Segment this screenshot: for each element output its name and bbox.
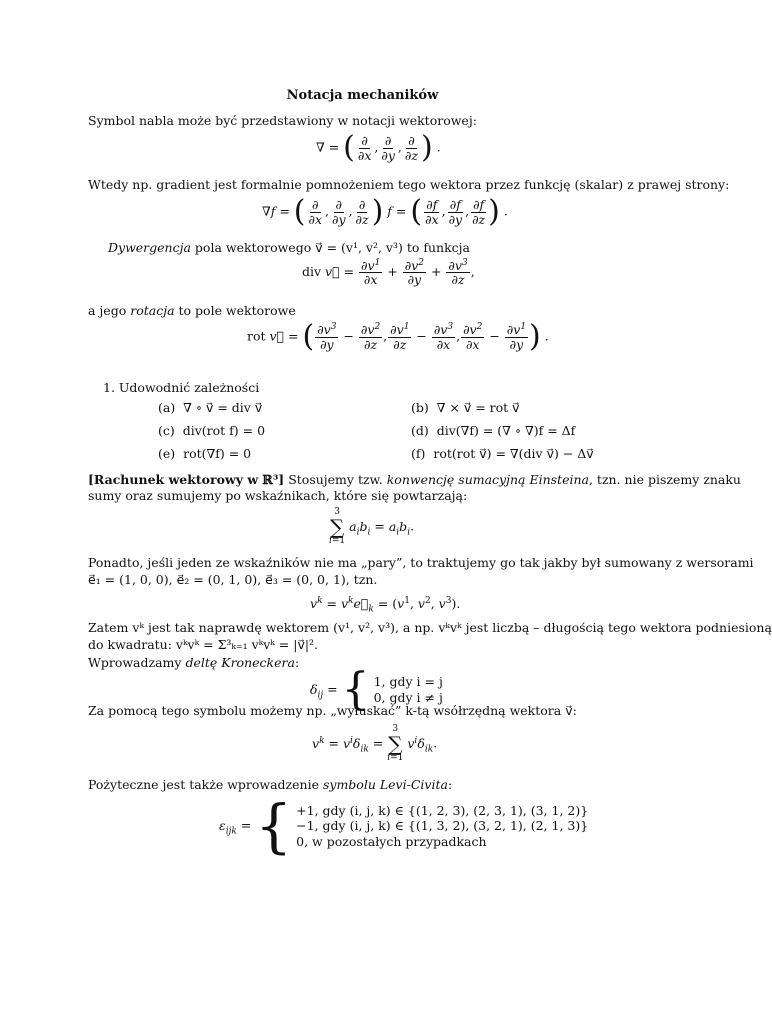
- item-f-label: (f): [411, 446, 426, 461]
- item-e-formula: rot(∇f) = 0: [183, 446, 252, 461]
- divergence-text: pola wektorowego v⃗ = (v¹, v², v³) to funkcja: [194, 240, 471, 255]
- equation-levi-civita: $\varepsilon_{ijk}$ = { +1, gdy (i, j, k) ∈ {(1, 2, 3), (2, 3, 1), (3, 1, 2)} −1, gdy (i, j, k) ∈ {(1, 3, 2), (3, 2, 1), (2, 1, 3)} 0, w pozostałych przypadkach: [219, 792, 589, 860]
- section-line-2: sumy oraz sumujemy po wskaźnikach, które się powtarzają:: [88, 488, 468, 503]
- item-e-label: (e): [158, 446, 176, 461]
- exercise-1-heading: 1. Udowodnić zależności: [103, 380, 260, 395]
- section-vector-calculus: [88, 472, 741, 488]
- paragraph-gradient: Wtedy np. gradient jest formalnie pomnożeniem tego wektora przez funkcję (skalar) z prawej strony:: [88, 177, 730, 192]
- item-c-label: (c): [158, 423, 175, 438]
- kronecker-case-2: 0, gdy i ≠ j: [373, 690, 443, 705]
- item-c: [158, 423, 265, 439]
- item-d: [411, 423, 575, 439]
- item-f-formula: rot(rot v⃗) = ∇(div v⃗) − Δv⃗: [433, 446, 594, 461]
- equation-extract: $v^k = v^i\delta_{ik}$ = 3 ∑ i=1 $v^i\delta_{ik}$.: [312, 724, 438, 763]
- section-text-2: , tzn. nie piszemy znaku: [588, 472, 741, 487]
- paragraph-kronecker: [88, 655, 299, 671]
- item-b: [411, 400, 520, 416]
- equation-kronecker: $\delta_{ij}$ = { 1, gdy i = j 0, gdy i ≠ j: [310, 664, 443, 715]
- divergence-term: Dywergencja: [108, 240, 191, 255]
- levi-term: symbolu Levi-Civita: [322, 777, 448, 792]
- item-f: [411, 446, 594, 462]
- rotation-term: rotacja: [130, 303, 175, 318]
- paragraph-rotation: [88, 303, 296, 319]
- item-b-label: (b): [411, 400, 429, 415]
- equation-gradient: ∇f = ( $\frac{\partial}{\partial x}$ , $\frac{\partial}{\partial y}$ , $\frac{\partial}{\partial z}$ ) f = ( $\frac{\partial f}{\partial x}$ , $\frac{\partial f}{\partial y}$ , $\frac{\partial f}{\partial z}$ ) .: [262, 194, 508, 229]
- paragraph-vector-length-2: do kwadratu: vᵏvᵏ = Σ³ₖ₌₁ vᵏvᵏ = |v⃗|².: [88, 637, 319, 652]
- paragraph-unpaired-index-1: Ponadto, jeśli jeden ze wskaźników nie ma „pary”, to traktujemy go tak jakby był sumowany z wersorami: [88, 555, 754, 570]
- levi-case-3: 0, w pozostałych przypadkach: [296, 833, 487, 849]
- equation-summation: 3 ∑ i=1 $a_ib_i = a_ib_i$.: [329, 507, 415, 546]
- section-heading: [Rachunek wektorowy w ℝ³]: [88, 472, 285, 487]
- item-b-formula: ∇ × v⃗ = rot v⃗: [436, 400, 520, 415]
- equation-rotation: rot v⃗ = ( $\frac{\partial v^3}{\partial y}$ − $\frac{\partial v^2}{\partial z}$ , $\frac{\partial v^1}{\partial z}$ − $\frac{\partial v^3}{\partial x}$ , $\frac{\partial v^2}{\partial x}$ − $\frac{\partial v^1}{\partial y}$ ) .: [247, 319, 549, 354]
- item-a-label: (a): [158, 400, 176, 415]
- levi-text-a: Pożyteczne jest także wprowadzenie: [88, 777, 319, 792]
- section-term: konwencję sumacyjną Einsteina: [386, 472, 589, 487]
- item-d-formula: div(∇f) = (∇ ∘ ∇)f = Δf: [436, 423, 576, 438]
- kronecker-term: deltę Kroneckera: [185, 655, 295, 670]
- paragraph-unpaired-index-2: e⃗₁ = (1, 0, 0), e⃗₂ = (0, 1, 0), e⃗₃ = (0, 0, 1), tzn.: [88, 572, 378, 587]
- equation-divergence: div v⃗ = $\frac{\partial v^1}{\partial x}$ + $\frac{\partial v^2}{\partial y}$ + $\frac{\partial v^3}{\partial z}$ ,: [302, 257, 475, 288]
- item-a: [158, 400, 262, 416]
- paragraph-vector-length-1: Zatem vᵏ jest tak naprawdę wektorem (v¹, v², v³), a np. vᵏvᵏ jest liczbą – długością tego wektora podniesioną: [88, 620, 772, 635]
- item-a-formula: ∇ ∘ v⃗ = div v⃗: [183, 400, 263, 415]
- rotation-text-a: a jego: [88, 303, 127, 318]
- paragraph-nabla: Symbol nabla może być przedstawiony w notacji wektorowej:: [88, 113, 477, 128]
- paragraph-divergence: [108, 240, 470, 256]
- item-c-formula: div(rot f) = 0: [182, 423, 266, 438]
- kronecker-text-a: Wprowadzamy: [88, 655, 182, 670]
- kronecker-colon: :: [294, 655, 300, 670]
- levi-case-2: −1, gdy (i, j, k) ∈ {(1, 3, 2), (3, 2, 1), (2, 1, 3)}: [296, 818, 589, 834]
- section-text-1: Stosujemy tzw.: [288, 472, 383, 487]
- paragraph-levi-civita: [88, 777, 452, 793]
- equation-vk: $v^k$ = $v^ke⃗_k = (v^1$, $v^2$, $v^3$).: [310, 595, 461, 615]
- item-d-label: (d): [411, 423, 429, 438]
- levi-colon: :: [447, 777, 453, 792]
- rotation-text-c: to pole wektorowe: [178, 303, 296, 318]
- item-e: [158, 446, 251, 462]
- levi-case-1: +1, gdy (i, j, k) ∈ {(1, 2, 3), (2, 3, 1), (3, 1, 2)}: [296, 802, 589, 818]
- page-title: Notacja mechaników: [286, 88, 439, 103]
- equation-nabla: ∇ = ( $\frac{\partial}{\partial x}$ , $\frac{\partial}{\partial y}$ , $\frac{\partial}{\partial z}$ ) .: [316, 130, 441, 165]
- paragraph-extract-coordinate: Za pomocą tego symbolu możemy np. „wyłuskać” k-tą wsółrzędną wektora v⃗:: [88, 703, 577, 718]
- kronecker-case-1: 1, gdy i = j: [373, 674, 443, 690]
